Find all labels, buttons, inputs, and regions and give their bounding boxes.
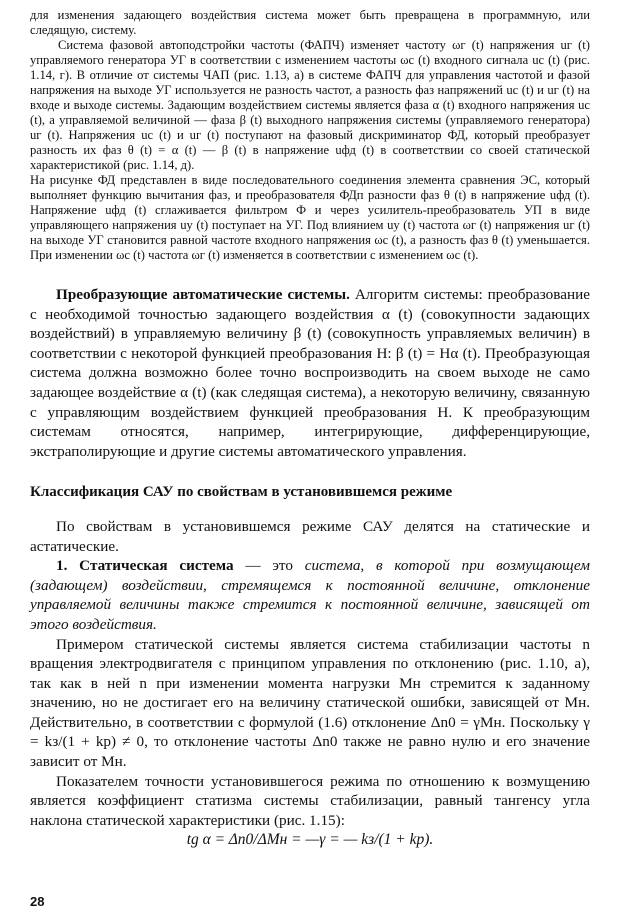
static-system-dash: — это [233, 557, 305, 575]
main-section [30, 285, 590, 850]
paragraph-static-system [30, 556, 590, 634]
paragraph-accuracy-indicator: Показателем точности установившегося режима по отношению к возмущению является коэффициент статизма системы стабилизации, равный тангенсу угла наклона статической характеристики (рис. 1.15): [30, 772, 590, 829]
section-heading: Классификация САУ по свойствам в установившемся режиме [30, 484, 453, 501]
paragraph-classification-intro: По свойствам в установившемся режиме САУ делятся на статические и астатические. [30, 517, 590, 555]
top-section [30, 8, 590, 263]
static-system-definition: система, в которой при возмущающем (задающем) воздействии, стремящемся к постоянной величине, отклонение управляемой величины также стремится к постоянной величине, зависящей от этого воздействия. [30, 557, 590, 633]
paragraph-fd-description: На рисунке ФД представлен в виде последовательного соединения элемента сравнения ЭС, который выполняет функцию вычитания фаз, и преобразователя ФДп разности фаз θ (t) в напряжение uфд (t). Напряжение uфд (t) сглаживается фильтром Ф и через усилитель-преобразователь УП в виде управляющего напряжения uу (t) поступает на УГ. Под влиянием uу (t) частота ωг (t) напряжения uг (t) на выходе УГ становится равной частоте входного напряжения ωc (t), а разность фаз θ (t) уменьшается. При изменении ωc (t) частота ωг (t) изменяется в соответствии с изменением ωc (t). [30, 173, 590, 262]
paragraph-intro-continuation: для изменения задающего воздействия система может быть превращена в программную, или следящую, систему. [30, 8, 590, 37]
paragraph-static-example: Примером статической системы является система стабилизации частоты n вращения электродвигателя с принципом управления по отклонению (рис. 1.10, а), так как в ней n при изменении момента нагрузки Mн стремится к заданному значению, но не достигает его на величину статической ошибки, зависящей от Mн. Действительно, в соответствии с формулой (1.6) отклонение Δn0 = γMн. Поскольку γ = kз/(1 + kр) ≠ 0, то отклонение частоты Δn0 также не равно нулю и его значение зависит от Mн. [30, 635, 590, 771]
paragraph-fapch: Система фазовой автоподстройки частоты (ФАПЧ) изменяет частоту ωг (t) напряжения uг (t) управляемого генератора УГ в соответствии с изменением частоты ωc (t) входного сигнала uc (t) (рис. 1.14, г). В отличие от системы ЧАП (рис. 1.13, а) в системе ФАПЧ для управления частотой и фазой напряжения на выходе УГ используется не разность частот, а разность фаз напряжений uc (t) и uг (t) на входе и выходе системы. Задающим воздействием системы является фаза α (t) входного напряжения uc (t), а управляемой величиной — фаза β (t) выходного напряжения системы (управляемого генератора) uг (t). Напряжения uc (t) и uг (t) поступают на фазовый дискриминатор ФД, который преобразует разность их фаз θ (t) = α (t) — β (t) в напряжение uфд (t) в соответствии со своей статической характеристикой (рис. 1.14, д). [30, 38, 590, 172]
static-system-title: 1. Статическая система [56, 557, 234, 575]
page-number: 28 [30, 894, 45, 909]
transforming-systems-text: Алгоритм системы: преобразование с необходимой точностью задающего воздействия α (t) (совокупности задающих воздействий) в управляемую величину β (t) (совокупность управляемых величин) в соответствии с некоторой функцией преобразования H: β (t) = Hα (t). Преобразующая система должна возможно более точно воспроизводить на своем выходе не само задающее воздействие α (t) (как следящая система), а некоторую величину, связанную с управляющим воздействием функцией преобразования H. К преобразующим системам относятся, например, интегрирующие, дифференцирующие, экстраполирующие и другие системы автоматического управления. [30, 286, 590, 460]
formula-statism: tg α = Δn0/ΔMн = —γ = — kз/(1 + kр). [186, 831, 434, 849]
paragraph-transforming-systems [30, 285, 590, 461]
transforming-systems-title: Преобразующие автоматические системы. [56, 286, 350, 303]
